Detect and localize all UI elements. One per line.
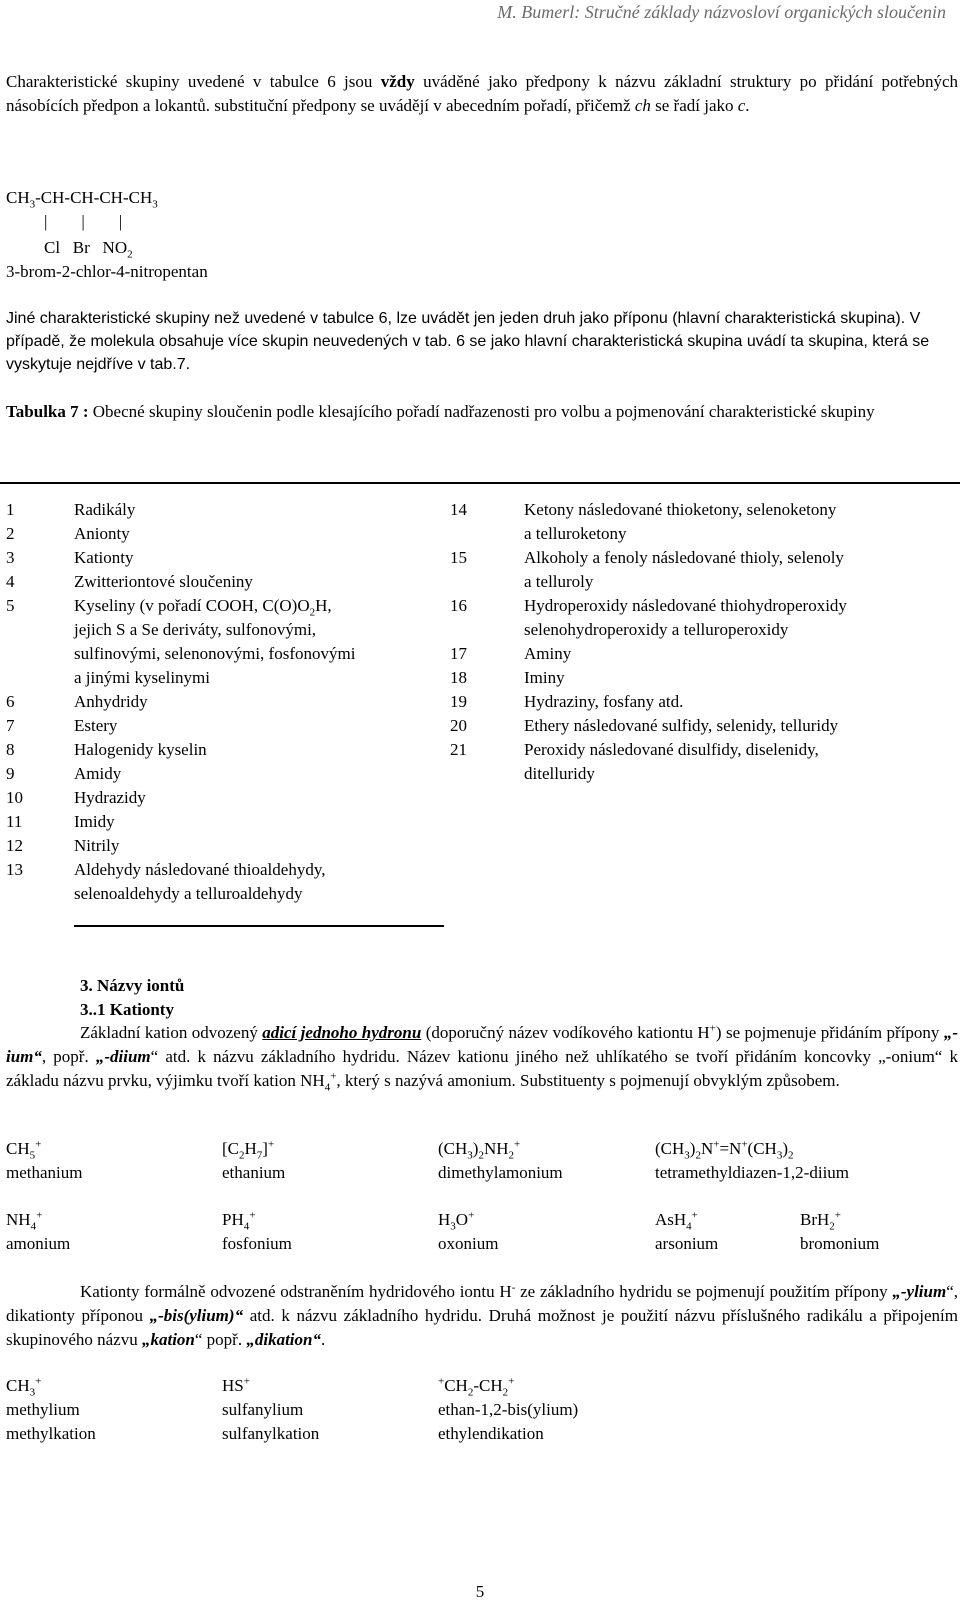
table-row: 8 Halogenidy kyselin <box>6 740 207 759</box>
cation-formula: $(CH_3)_2N^+=N^+(CH_3)_2$ <box>655 1138 794 1162</box>
table-row: a jinými kyselinymi <box>74 668 210 687</box>
cation-formula: $H_3O^+$ <box>438 1209 475 1233</box>
table-row: 3 Kationty <box>6 548 134 567</box>
table-row: 7 Estery <box>6 716 118 735</box>
cation-name: ethan-1,2-bis(ylium) <box>438 1400 579 1419</box>
table-row: 1 Radikály <box>6 500 136 519</box>
section-heading: 3. Názvy iontů <box>80 976 185 995</box>
cation-name: dimethylamonium <box>438 1163 563 1182</box>
table-row: 2 Anionty <box>6 524 130 543</box>
table-row: 19 Hydraziny, fosfany atd. <box>450 692 684 711</box>
cation-name: sulfanylium <box>222 1400 304 1419</box>
table-row: sulfinovými, selenonovými, fosfonovými <box>74 644 356 663</box>
cation-formula: AsH$_4$+ <box>655 1209 698 1233</box>
table-row: selenohydroperoxidy a telluroperoxidy <box>524 620 789 639</box>
table-row: 11 Imidy <box>6 812 115 831</box>
formula-name: 3-brom-2-chlor-4-nitropentan <box>6 262 208 281</box>
formula-substituents: Cl Br $NO_2$ <box>44 238 133 261</box>
table-row: 12 Nitrily <box>6 836 120 855</box>
table-row: 10 Hydrazidy <box>6 788 146 807</box>
table-row: 16 Hydroperoxidy následované thiohydroperoxidy <box>450 596 847 615</box>
table-row: 15 Alkoholy a fenoly následované thioly, selenoly <box>450 548 844 567</box>
running-header: M. Bumerl: Stručné základy názvosloví organických sloučenin <box>497 2 946 22</box>
subsection-heading: 3..1 Kationty <box>80 1000 174 1019</box>
table-row: 18 Iminy <box>450 668 565 687</box>
cation-name: oxonium <box>438 1234 499 1253</box>
table-row: a telluroketony <box>524 524 627 543</box>
cation-formula: $[C_2H_7]^+$ <box>222 1138 275 1162</box>
table-row: 5 Kyseliny (v pořadí COOH, $C(O)O_2H$, <box>6 596 332 619</box>
cation-name-alt: ethylendikation <box>438 1424 544 1443</box>
cation-name-alt: methylkation <box>6 1424 96 1443</box>
table-top-rule <box>0 482 960 484</box>
table7-caption: Tabulka 7 : Obecné skupiny sloučenin podle klesajícího pořadí nadřazenosti pro volbu a pojmenování charakteristické skupiny <box>6 402 875 421</box>
table-row: selenoaldehydy a telluroaldehydy <box>74 884 303 903</box>
cation-formula: BrH$_2$+ <box>800 1209 841 1233</box>
intro-paragraph: Charakteristické skupiny uvedené v tabulce 6 jsou vždy uváděné jako předpony k názvu základní struktury po přidání potřebných násobících předpon a lokantů. substituční předpony se uvádějí v abecedním pořadí, přičemž ch se řadí jako c. <box>6 72 959 115</box>
formula-chain: $CH_3-CH-CH-CH-CH_3$ <box>6 188 158 211</box>
cation-name: methylium <box>6 1400 80 1419</box>
table-row: ditelluridy <box>524 764 595 783</box>
cation-name: amonium <box>6 1234 71 1253</box>
hydride-cations-paragraph: Kationty formálně odvozené odstraněním hydridového iontu H- ze základního hydridu se pojmenují použitím přípony „-ylium“, dikationty příponou „-bis(ylium)“ atd. k názvu základního hydridu. Druhá možnost je použití názvu příslušného radikálu a připojením skupinového názvu „kation“ popř. „dikation“. <box>6 1281 959 1349</box>
table-bottom-rule <box>74 925 444 927</box>
cation-name: tetramethyldiazen-1,2-diium <box>655 1163 850 1182</box>
cation-formula: HS+ <box>222 1375 250 1395</box>
table-row: 6 Anhydridy <box>6 692 148 711</box>
cation-name: arsonium <box>655 1234 719 1253</box>
cations-paragraph: Základní kation odvozený adicí jednoho hydronu (doporučný název vodíkového kationtu H+) se pojmenuje přidáním přípony „-ium“, popř. „-diium“ atd. k názvu základního hydridu. Název kationu jiného než uhlíkatého se tvoří přidáním koncovky „-onium“ k základu názvu prvku, výjimku tvoří kation $NH_4^+$, který s nazývá amonium. Substituenty s pojmenují obvyklým způsobem. <box>6 1022 958 1094</box>
cation-formula: $^+CH_2-CH_2^+$ <box>438 1375 515 1399</box>
table-row: 17 Aminy <box>450 644 572 663</box>
table7-right-column <box>450 498 847 786</box>
cation-formula: $NH_4^+$ <box>6 1209 43 1233</box>
table-row: 21 Peroxidy následované disulfidy, diselenidy, <box>450 740 819 759</box>
table-row: 13 Aldehydy následované thioaldehydy, <box>6 860 326 879</box>
table-row: 14 Ketony následované thioketony, selenoketony <box>450 500 837 519</box>
cation-name: bromonium <box>800 1234 880 1253</box>
cation-formula: $PH_4^+$ <box>222 1209 256 1233</box>
table-row: a telluroly <box>524 572 594 591</box>
table-row: jejich S a Se deriváty, sulfonovými, <box>74 620 317 639</box>
cation-formula: $(CH_3)_2NH_2^+$ <box>438 1138 521 1162</box>
cation-name: methanium <box>6 1163 83 1182</box>
cation-name: fosfonium <box>222 1234 292 1253</box>
formula-bonds: | | | <box>44 212 123 231</box>
cation-name: ethanium <box>222 1163 286 1182</box>
table7-left-column <box>6 498 355 906</box>
paragraph-main-group: Jiné charakteristické skupiny než uvedené v tabulce 6, lze uvádět jen jeden druh jako příponu (hlavní charakteristická skupina). V případě, že molekula obsahuje více skupin neuvedených v tab. 6 se jako hlavní charakteristická skupina uvádí ta skupina, která se vyskytuje nejdříve v tab.7. <box>6 310 930 373</box>
cation-name-alt: sulfanylkation <box>222 1424 320 1443</box>
cation-formula: $CH_5^+$ <box>6 1138 42 1162</box>
cation-formula: $CH_3^+$ <box>6 1375 42 1399</box>
page-number: 5 <box>475 1582 485 1601</box>
table-row: 9 Amidy <box>6 764 122 783</box>
table-row: 4 Zwitteriontové sloučeniny <box>6 572 253 591</box>
table-row: 20 Ethery následované sulfidy, selenidy, telluridy <box>450 716 839 735</box>
